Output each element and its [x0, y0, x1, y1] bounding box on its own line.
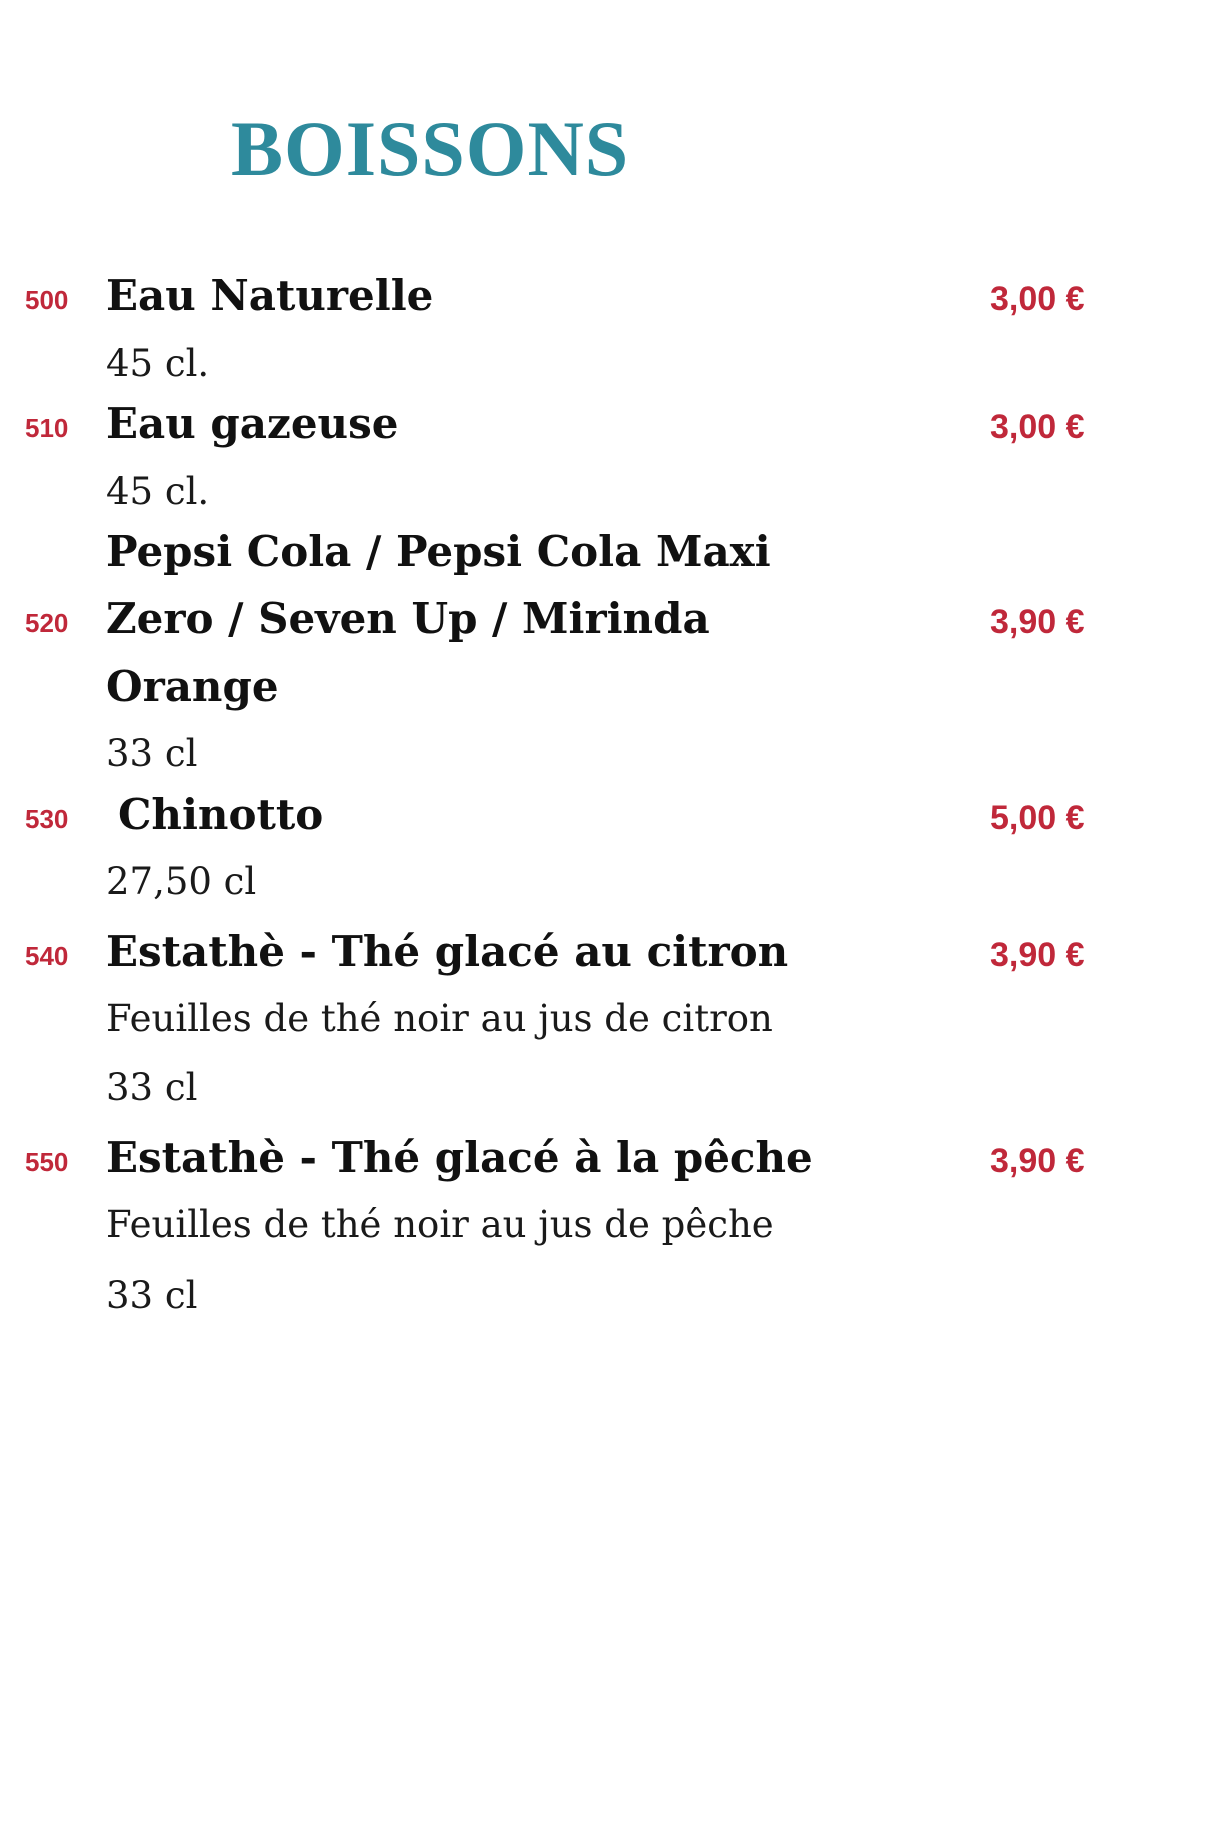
item-name: Eau Naturelle — [106, 271, 434, 320]
item-code: 520 — [25, 608, 69, 638]
item-code: 540 — [25, 941, 69, 971]
item-description: Feuilles de thé noir au jus de pêche — [106, 1203, 774, 1246]
item-code: 530 — [25, 804, 69, 834]
item-name: Estathè - Thé glacé à la pêche — [106, 1133, 813, 1182]
item-name: Estathè - Thé glacé au citron — [106, 927, 789, 976]
item-detail: 33 cl — [106, 1066, 198, 1109]
item-name: Chinotto — [118, 790, 324, 839]
item-detail: 45 cl. — [106, 470, 210, 513]
item-name: Eau gazeuse — [106, 399, 399, 448]
item-description: Feuilles de thé noir au jus de citron — [106, 997, 773, 1040]
item-price: 3,90 € — [990, 936, 1085, 974]
item-price: 5,00 € — [990, 799, 1085, 837]
item-name-line: Orange — [106, 662, 279, 711]
item-detail: 45 cl. — [106, 342, 210, 385]
item-code: 550 — [25, 1147, 69, 1177]
item-detail: 33 cl — [106, 1274, 198, 1317]
item-name-line: Pepsi Cola / Pepsi Cola Maxi — [106, 527, 771, 576]
item-code: 500 — [25, 285, 69, 315]
item-name-line: Zero / Seven Up / Mirinda — [106, 594, 710, 643]
item-detail: 27,50 cl — [106, 860, 257, 903]
item-price: 3,00 € — [990, 280, 1085, 318]
item-detail: 33 cl — [106, 732, 198, 775]
item-price: 3,90 € — [990, 1142, 1085, 1180]
item-code: 510 — [25, 413, 69, 443]
item-price: 3,00 € — [990, 408, 1085, 446]
menu-title: BOISSONS — [231, 105, 630, 192]
item-price: 3,90 € — [990, 603, 1085, 641]
